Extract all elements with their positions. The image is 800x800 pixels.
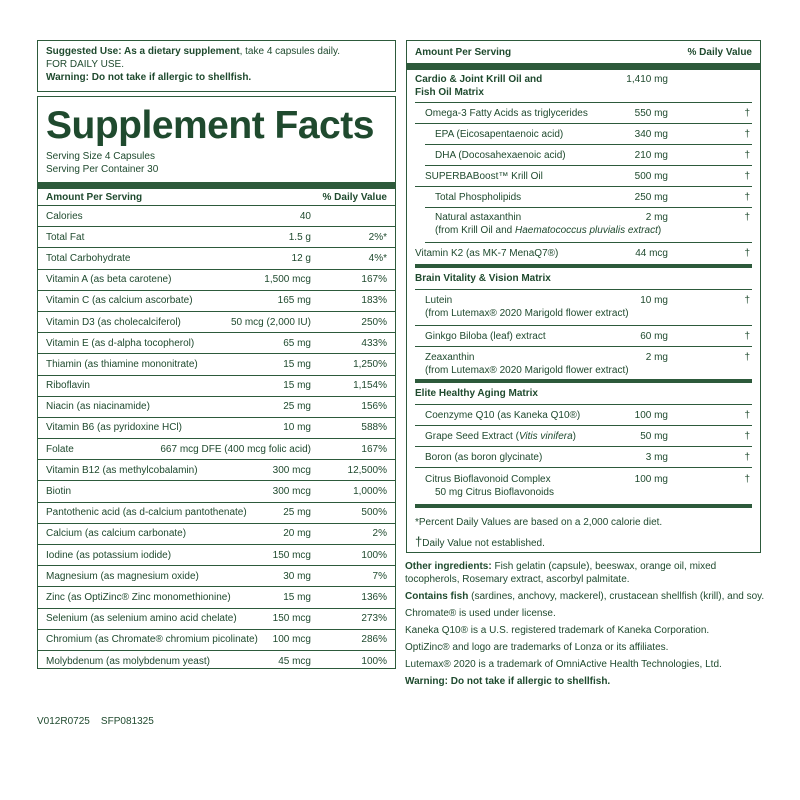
for-daily-use: FOR DAILY USE. — [46, 59, 124, 70]
nutrient-dv: 1,250% — [353, 358, 387, 370]
vitamin-k2-name: Vitamin K2 (as MK-7 MenaQ7®) — [415, 248, 559, 259]
zeaxanthin-name: Zeaxanthin — [425, 352, 475, 363]
krill-component-name: Omega-3 Fatty Acids as triglycerides — [425, 107, 588, 119]
nutrient-amount: 150 mcg — [272, 613, 311, 625]
kaneka-note: Kaneka Q10® is a U.S. registered trademark of Kaneka Corporation. — [405, 625, 710, 636]
astaxanthin-source-b: Haematococcus pluvialis extract — [515, 225, 658, 236]
facts-row — [38, 291, 395, 312]
facts-row — [38, 630, 395, 651]
krill-row — [425, 124, 752, 145]
nutrient-dv: 136% — [361, 591, 387, 603]
facts-row — [38, 481, 395, 502]
facts-row — [38, 397, 395, 418]
nutrient-amount: 667 mcg DFE (400 mcg folic acid) — [160, 443, 311, 455]
krill-title: Cardio & Joint Krill Oil and Fish Oil Matrix — [415, 74, 543, 98]
nutrient-amount: 50 mcg (2,000 IU) — [230, 316, 311, 328]
coq10-name: Coenzyme Q10 (as Kaneka Q10®) — [425, 409, 581, 421]
facts-row — [38, 587, 395, 608]
boron-name: Boron (as boron glycinate) — [425, 451, 543, 463]
nutrient-name: Pantothenic acid (as d-calcium pantothenate) — [46, 507, 247, 519]
nutrient-dv: 100% — [361, 549, 387, 561]
ginkgo-dagger: † — [744, 330, 750, 342]
lutein-name-block — [415, 294, 752, 320]
facts-row — [38, 227, 395, 248]
contains-fish-label: Contains fish — [405, 591, 469, 602]
nutrient-dv: 2% — [372, 528, 387, 540]
nutrient-dv: 1,154% — [353, 380, 387, 392]
nutrient-dv: 588% — [361, 422, 387, 434]
krill-component-dagger: † — [744, 128, 750, 140]
nutrient-name: Selenium (as selenium amino acid chelate) — [46, 613, 237, 625]
matrix-header-row — [407, 41, 760, 70]
servings-per-container: Serving Per Container 30 — [46, 164, 159, 175]
astaxanthin-name: Natural astaxanthin — [435, 212, 522, 223]
nutrient-amount: 20 mg — [283, 528, 311, 540]
nutrient-name: Chromium (as Chromate® chromium picolinate) — [46, 634, 258, 646]
nutrient-dv: 100% — [361, 656, 387, 668]
krill-component-amount: 210 mg — [634, 149, 668, 161]
krill-component-dagger: † — [744, 191, 750, 203]
nutrient-name: Folate — [46, 443, 74, 455]
nutrient-name: Biotin — [46, 486, 72, 498]
nutrient-dv: 156% — [361, 401, 387, 413]
krill-component-dagger: † — [744, 170, 750, 182]
zeaxanthin-amount: 2 mg — [645, 352, 668, 363]
matrix-amount-header: Amount Per Serving — [415, 46, 512, 58]
nutrient-name: Molybdenum (as molybdenum yeast) — [46, 656, 210, 668]
other-ingredients-label: Other ingredients: — [405, 561, 492, 572]
facts-row — [38, 354, 395, 375]
label-codes: V012R0725 SFP081325 — [37, 716, 154, 727]
nutrient-name: Vitamin D3 (as cholecalciferol) — [46, 316, 181, 328]
krill-component-amount: 500 mg — [634, 170, 668, 182]
krill-row — [425, 145, 752, 166]
grape-seed-dagger: † — [744, 430, 750, 442]
boron-dagger: † — [744, 451, 750, 463]
krill-component-name: Total Phospholipids — [435, 191, 522, 203]
zeaxanthin-name-block — [415, 351, 752, 377]
nutrient-name: Total Carbohydrate — [46, 252, 131, 264]
matrix-panel — [406, 40, 761, 553]
ginkgo-name: Ginkgo Biloba (leaf) extract — [425, 330, 546, 342]
nutrient-amount: 1.5 g — [288, 231, 311, 243]
krill-component-amount: 250 mg — [634, 191, 668, 203]
brain-title-row — [415, 268, 752, 290]
suggested-use-line — [46, 45, 387, 58]
krill-component-name: SUPERBABoost™ Krill Oil — [425, 170, 543, 182]
citrus-sub: 50 mg Citrus Bioflavonoids — [435, 487, 554, 498]
nutrient-dv: 286% — [361, 634, 387, 646]
facts-row — [38, 460, 395, 481]
brain-title: Brain Vitality & Vision Matrix — [415, 273, 551, 284]
nutrient-dv: 7% — [372, 570, 387, 582]
nutrient-dv: 433% — [361, 337, 387, 349]
zeaxanthin-row — [415, 347, 752, 383]
nutrient-name: Vitamin A (as beta carotene) — [46, 274, 172, 286]
amount-per-serving-header: Amount Per Serving — [46, 191, 143, 203]
nutrient-amount: 12 g — [291, 252, 311, 264]
boron-amount: 3 mg — [645, 451, 668, 463]
astaxanthin-amount: 2 mg — [645, 212, 668, 223]
nutrient-amount: 165 mg — [277, 295, 311, 307]
facts-row — [38, 248, 395, 269]
grape-seed-amount: 50 mg — [640, 430, 668, 442]
thick-divider — [38, 182, 395, 189]
citrus-row — [415, 468, 752, 508]
nutrient-amount: 1,500 mcg — [264, 274, 311, 286]
krill-rows — [415, 103, 752, 208]
facts-row — [38, 651, 395, 672]
astaxanthin-name-block — [425, 211, 752, 237]
footnote-dagger: † — [415, 534, 423, 549]
astaxanthin-source-a: (from Krill Oil and — [435, 225, 516, 236]
krill-component-amount: 550 mg — [634, 107, 668, 119]
ingredients-block — [405, 560, 765, 692]
lutemax-note: Lutemax® 2020 is a trademark of OmniActive Health Technologies, Ltd. — [405, 659, 722, 670]
facts-row — [38, 524, 395, 545]
astaxanthin-source — [435, 225, 661, 236]
nutrient-amount: 25 mg — [283, 507, 311, 519]
grape-seed-name — [415, 430, 752, 443]
nutrient-name: Iodine (as potassium iodide) — [46, 549, 172, 561]
nutrient-amount: 30 mg — [283, 570, 311, 582]
nutrient-name: Calories — [46, 210, 83, 222]
lutein-row — [415, 290, 752, 326]
vitamin-k2-dagger: † — [744, 248, 750, 259]
krill-component-amount: 340 mg — [634, 128, 668, 140]
nutrient-amount: 15 mg — [283, 380, 311, 392]
grape-seed-name-a: Grape Seed Extract ( — [425, 430, 519, 442]
shellfish-warning-bottom: Warning: Do not take if allergic to shellfish. — [405, 676, 611, 687]
facts-row — [38, 376, 395, 397]
lutein-amount: 10 mg — [640, 295, 668, 306]
facts-row — [38, 312, 395, 333]
nutrient-amount: 25 mg — [283, 401, 311, 413]
nutrient-dv: 167% — [361, 443, 387, 455]
ginkgo-row — [415, 326, 752, 347]
nutrient-amount: 10 mg — [283, 422, 311, 434]
other-ingredients-text: Fish gelatin (capsule), beeswax, orange oil, mixed tocopherols, Rosemary extract, ascorbyl palmitate. — [405, 561, 717, 585]
krill-component-name: EPA (Eicosapentaenoic acid) — [435, 128, 564, 140]
footnote-not-established: Daily Value not established. — [422, 538, 545, 549]
krill-component-name: DHA (Docosahexaenoic acid) — [435, 149, 566, 161]
footnote-dv: *Percent Daily Values are based on a 2,000 calorie diet. — [415, 517, 663, 528]
nutrient-name: Riboflavin — [46, 380, 90, 392]
nutrient-name: Vitamin C (as calcium ascorbate) — [46, 295, 193, 307]
boron-row — [415, 447, 752, 468]
facts-row — [38, 439, 395, 460]
facts-row — [38, 545, 395, 566]
contains-fish-text: (sardines, anchovy, mackerel), crustacean shellfish (krill), and soy. — [468, 591, 765, 602]
footnote-dagger-line — [415, 535, 752, 550]
facts-row — [38, 566, 395, 587]
chromate-note: Chromate® is used under license. — [405, 608, 556, 619]
astaxanthin-dagger: † — [744, 212, 750, 223]
krill-row — [415, 103, 752, 124]
facts-row — [38, 206, 395, 227]
aging-title: Elite Healthy Aging Matrix — [415, 388, 538, 399]
nutrient-amount: 300 mcg — [272, 486, 311, 498]
citrus-amount: 100 mg — [634, 474, 668, 485]
nutrient-dv: 12,500% — [347, 464, 387, 476]
coq10-row — [415, 405, 752, 426]
other-ingredients — [405, 560, 765, 586]
krill-row — [425, 187, 752, 208]
suggested-use-bold: Suggested Use: As a dietary supplement — [46, 46, 240, 57]
suggested-use-box — [37, 40, 396, 92]
astaxanthin-source-c: ) — [657, 225, 662, 236]
citrus-name: Citrus Bioflavonoid Complex — [425, 474, 551, 485]
nutrient-name: Niacin (as niacinamide) — [46, 401, 150, 413]
facts-rows — [46, 206, 387, 672]
zeaxanthin-source: (from Lutemax® 2020 Marigold flower extract) — [425, 365, 629, 376]
vitamin-k2-row — [415, 243, 752, 268]
citrus-dagger: † — [744, 474, 750, 485]
krill-amount: 1,410 mg — [626, 74, 668, 85]
nutrient-amount: 100 mcg — [272, 634, 311, 646]
nutrient-amount: 15 mg — [283, 591, 311, 603]
ginkgo-amount: 60 mg — [640, 330, 668, 342]
supplement-facts-panel — [37, 96, 396, 669]
nutrient-name: Calcium (as calcium carbonate) — [46, 528, 187, 540]
facts-row — [38, 333, 395, 354]
grape-seed-name-c: ) — [572, 430, 577, 442]
krill-component-dagger: † — [744, 149, 750, 161]
nutrient-amount: 40 — [299, 210, 311, 222]
nutrient-dv: 2%* — [368, 231, 387, 243]
nutrient-dv: 250% — [361, 316, 387, 328]
nutrient-name: Thiamin (as thiamine mononitrate) — [46, 358, 198, 370]
facts-row — [38, 609, 395, 630]
nutrient-dv: 167% — [361, 274, 387, 286]
nutrient-dv: 183% — [361, 295, 387, 307]
nutrient-name: Vitamin B12 (as methylcobalamin) — [46, 464, 198, 476]
nutrient-amount: 65 mg — [283, 337, 311, 349]
supplement-facts-title: Supplement Facts — [46, 104, 374, 147]
aging-title-row — [415, 383, 752, 405]
nutrient-dv: 500% — [361, 507, 387, 519]
coq10-dagger: † — [744, 409, 750, 421]
nutrient-name: Vitamin E (as d-alpha tocopherol) — [46, 337, 195, 349]
krill-row — [415, 166, 752, 187]
grape-seed-row — [415, 426, 752, 447]
lutein-source: (from Lutemax® 2020 Marigold flower extract) — [425, 308, 629, 319]
nutrient-name: Zinc (as OptiZinc® Zinc monomethionine) — [46, 591, 231, 603]
nutrient-name: Magnesium (as magnesium oxide) — [46, 570, 199, 582]
lutein-dagger: † — [744, 295, 750, 306]
nutrient-amount: 150 mcg — [272, 549, 311, 561]
citrus-name-block — [415, 473, 752, 499]
nutrient-name: Total Fat — [46, 231, 85, 243]
nutrient-name: Vitamin B6 (as pyridoxine HCl) — [46, 422, 182, 434]
serving-size: Serving Size 4 Capsules — [46, 151, 155, 162]
zeaxanthin-dagger: † — [744, 352, 750, 363]
vitamin-k2-amount: 44 mcg — [635, 248, 668, 259]
krill-component-dagger: † — [744, 107, 750, 119]
daily-value-header: % Daily Value — [322, 191, 387, 203]
nutrient-dv: 4%* — [368, 252, 387, 264]
nutrient-amount: 15 mg — [283, 358, 311, 370]
nutrient-dv: 273% — [361, 613, 387, 625]
facts-row — [38, 270, 395, 291]
nutrient-dv: 1,000% — [353, 486, 387, 498]
facts-row — [38, 418, 395, 439]
shellfish-warning-top: Warning: Do not take if allergic to shellfish. — [46, 72, 252, 83]
grape-seed-name-b: Vitis vinifera — [518, 430, 573, 442]
facts-header-row — [38, 189, 395, 206]
contains-fish — [405, 590, 765, 603]
suggested-use-rest: , take 4 capsules daily. — [239, 46, 341, 57]
lutein-name: Lutein — [425, 295, 453, 306]
nutrient-amount: 45 mcg — [278, 656, 311, 668]
coq10-amount: 100 mg — [634, 409, 668, 421]
astaxanthin-row — [425, 208, 752, 243]
matrix-dv-header: % Daily Value — [687, 46, 752, 58]
krill-title-row — [415, 70, 752, 103]
nutrient-amount: 300 mcg — [272, 464, 311, 476]
optizinc-note: OptiZinc® and logo are trademarks of Lonza or its affiliates. — [405, 642, 669, 653]
facts-row — [38, 503, 395, 524]
